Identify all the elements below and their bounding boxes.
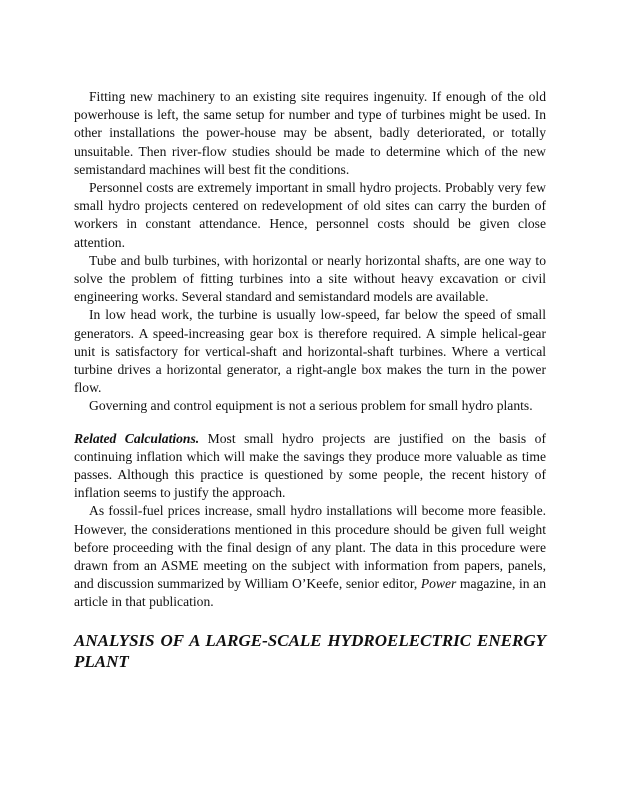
fossil-fuel-text-end: magazine, in an article in that publication. — [74, 576, 547, 610]
paragraph-personnel-costs: Personnel costs are extremely important in small hydro projects. Probably very few small hydro projects centered on redevelopment of old sites can carry the burden of workers in constant attendance. Hence, personnel costs should be given close attention. — [74, 180, 546, 250]
magazine-name: Power — [420, 576, 457, 592]
related-calculations-heading: Related Calculations. — [74, 430, 200, 446]
paragraph-fossil-fuel — [74, 502, 546, 611]
paragraph-fitting-machinery: Fitting new machinery to an existing site requires ingenuity. If enough of the old powerhouse is left, the same setup for number and type of turbines might be used. In other installations the power-house may be absent, badly deteriorated, or totally unsuitable. Then river-flow studies should be made to determine which of the new semistandard machines will best fit the conditions. — [74, 89, 546, 177]
document-page — [74, 88, 546, 672]
paragraph-governing-control: Governing and control equipment is not a serious problem for small hydro plants. — [89, 398, 533, 414]
paragraph-low-head-work: In low head work, the turbine is usually low-speed, far below the speed of small generators. A speed-increasing gear box is therefore required. A simple helical-gear unit is satisfactory for vertical-shaft and horizontal-shaft turbines. Where a vertical turbine drives a horizontal generator, a right-angle box makes the turn in the power flow. — [74, 307, 546, 396]
related-calculations-text: Most small hydro projects are justified on the basis of continuing inflation which will make the savings they produce more valuable as time passes. Although this practice is questioned by some people, the recent history of inflation seems to justify the approach. — [74, 430, 546, 501]
section-title: ANALYSIS OF A LARGE-SCALE HYDROELECTRIC ENERGY PLANT — [74, 630, 546, 671]
paragraph-tube-bulb-turbines: Tube and bulb turbines, with horizontal or nearly horizontal shafts, are one way to solve the problem of fitting turbines into a site without heavy excavation or civil engineering works. Several standard and semistandard models are available. — [74, 252, 546, 305]
fossil-fuel-text: As fossil-fuel prices increase, small hydro installations will become more feasible. However, the considerations mentioned in this procedure should be given full weight before proceeding with the final design of any plant. The data in this procedure were drawn from an ASME meeting on the subject with information from papers, panels, and discussion summarized by William O’Keefe, senior editor, — [74, 503, 546, 592]
paragraph-related-calculations — [74, 430, 546, 503]
paragraph-gap — [74, 416, 546, 430]
